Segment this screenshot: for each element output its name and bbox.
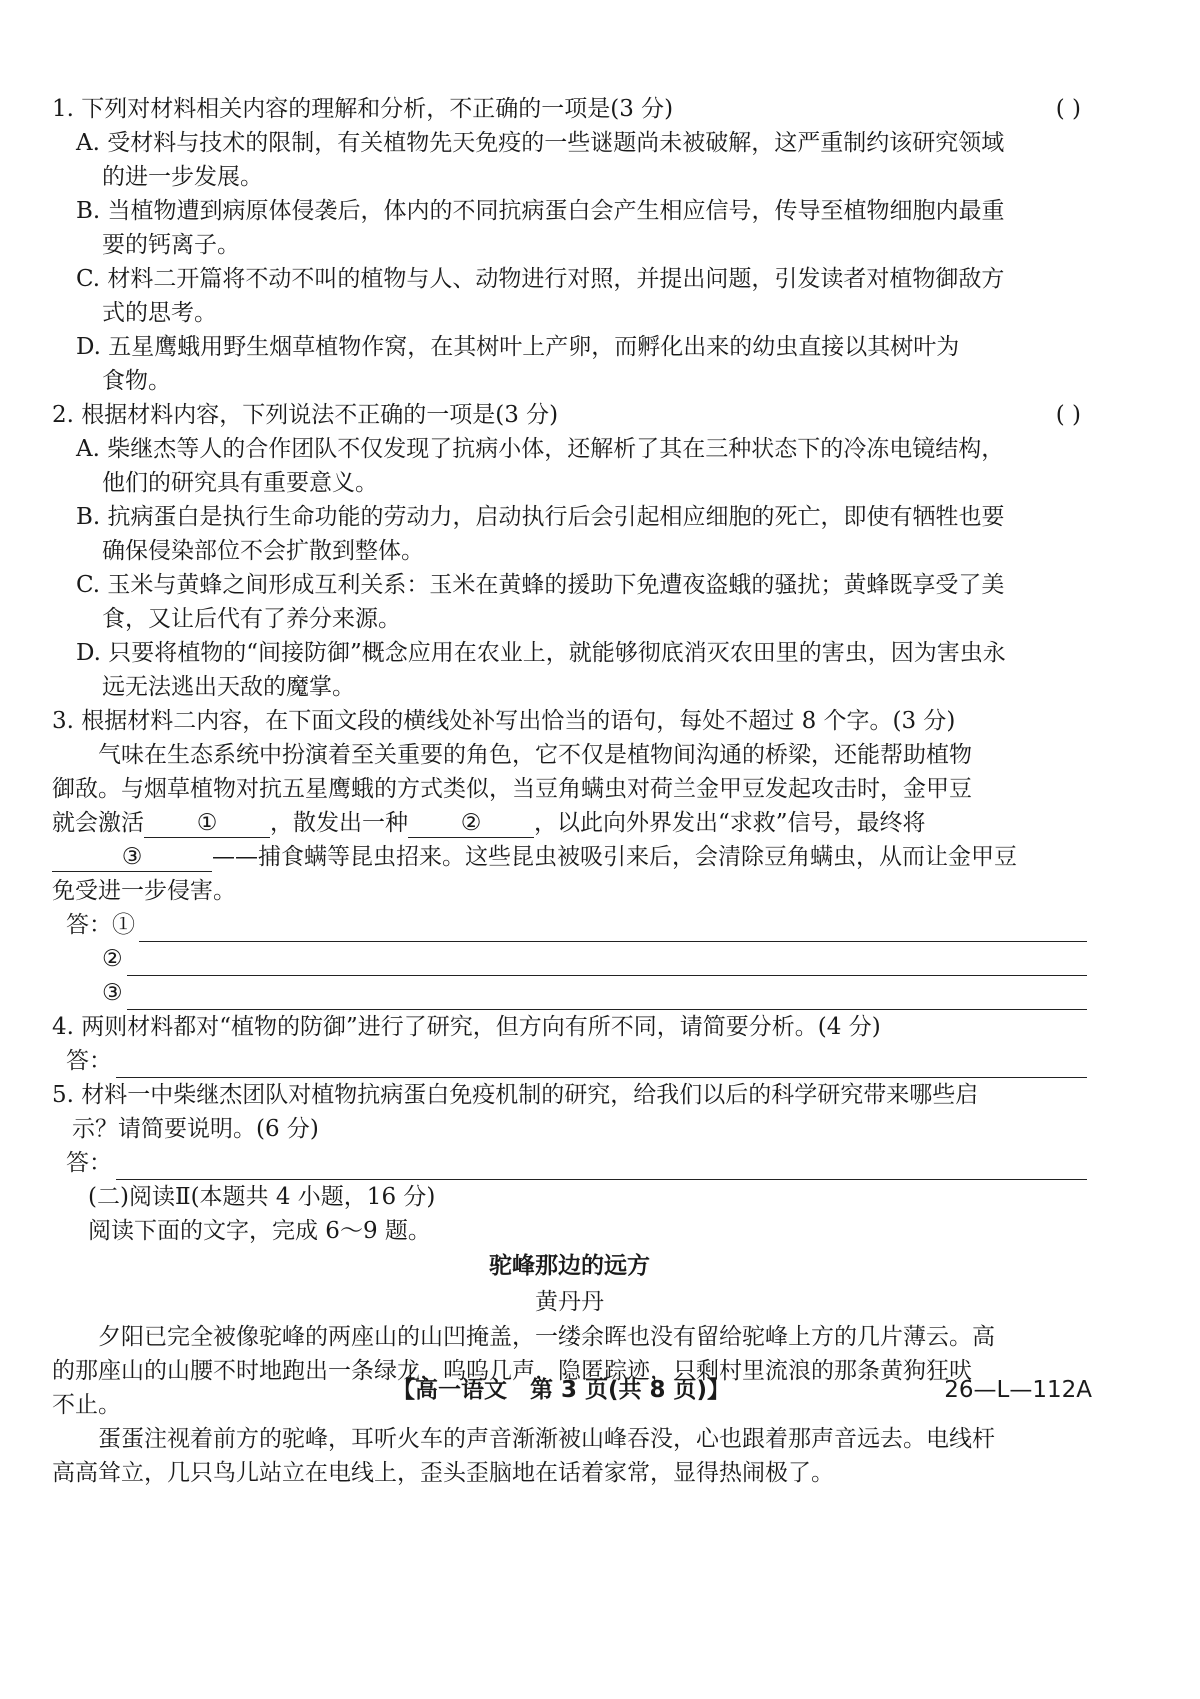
q2-stem-line bbox=[52, 398, 1087, 432]
q3-answer-row-1 bbox=[52, 908, 1087, 942]
q5-answer-label: 答： bbox=[66, 1150, 112, 1176]
q3-answer-label-2: ② bbox=[102, 946, 123, 972]
q3-passage-line-2: 御敌。与烟草植物对抗五星鹰蛾的方式类似，当豆角螨虫对荷兰金甲豆发起攻击时，金甲豆 bbox=[52, 776, 972, 802]
q4-stem: 4. 两则材料都对“植物的防御”进行了研究，但方向有所不同，请简要分析。(4 分) bbox=[52, 1014, 881, 1040]
story-title: 驼峰那边的远方 bbox=[489, 1252, 650, 1279]
story-para2-line1: 蛋蛋注视着前方的驼峰，耳听火车的声音渐渐被山峰吞没，心也跟着那声音远去。电线杆 bbox=[98, 1426, 995, 1452]
q3-answer-line-1[interactable] bbox=[139, 917, 1087, 942]
q5-stem: 5. 材料一中柴继杰团队对植物抗病蛋白免疫机制的研究，给我们以后的科学研究带来哪些启 bbox=[52, 1082, 979, 1108]
story-author: 黄丹丹 bbox=[535, 1289, 604, 1315]
q3-passage-line-1: 气味在生态系统中扮演着至关重要的角色，它不仅是植物间沟通的桥梁，还能帮助植物 bbox=[98, 742, 972, 768]
q1-option-c-cont: 式的思考。 bbox=[102, 300, 217, 326]
q4-answer-label: 答： bbox=[66, 1048, 112, 1074]
q3-passage-line-5: 免受进一步侵害。 bbox=[52, 878, 236, 904]
q5-answer-line[interactable] bbox=[116, 1155, 1087, 1180]
fill-blank-2[interactable]: ② bbox=[408, 809, 534, 838]
q1-answer-paren[interactable]: ( ) bbox=[1055, 96, 1081, 122]
q2-option-d-cont: 远无法逃出天敌的魔掌。 bbox=[102, 674, 355, 700]
q2-option-b-cont: 确保侵染部位不会扩散到整体。 bbox=[102, 538, 424, 564]
q5-answer-row bbox=[52, 1146, 1087, 1180]
q1-option-d: D. 五星鹰蛾用野生烟草植物作窝，在其树叶上产卵，而孵化出来的幼虫直接以其树叶为 bbox=[76, 334, 960, 360]
q3-answer-row-3 bbox=[52, 976, 1087, 1010]
q1-stem-line bbox=[52, 92, 1087, 126]
q1-option-a-cont: 的进一步发展。 bbox=[102, 164, 263, 190]
q1-stem: 1. 下列对材料相关内容的理解和分析，不正确的一项是(3 分) bbox=[52, 96, 674, 122]
story-para1-line2: 的那座山的山腰不时地跑出一条绿龙，呜呜几声，隐匿踪迹，只剩村里流浪的那条黄狗狂吠 bbox=[52, 1358, 972, 1384]
q3-passage-line-4 bbox=[52, 840, 1087, 874]
section2-heading: (二)阅读Ⅱ(本题共 4 小题，16 分) bbox=[88, 1184, 436, 1210]
q2-option-c: C. 玉米与黄蜂之间形成互利关系：玉米在黄蜂的援助下免遭夜盗蛾的骚扰；黄蜂既享受了美 bbox=[76, 572, 1005, 598]
footer-exam-code: 26—L—112A bbox=[944, 1377, 1092, 1403]
q2-option-a: A. 柴继杰等人的合作团队不仅发现了抗病小体，还解析了其在三种状态下的冷冻电镜结构， bbox=[76, 436, 1005, 462]
q3-answer-row-2 bbox=[52, 942, 1087, 976]
q3-passage-text-4: ——捕食螨等昆虫招来。这些昆虫被吸引来后，会清除豆角螨虫，从而让金甲豆 bbox=[212, 844, 1017, 870]
q3-answer-line-2[interactable] bbox=[127, 951, 1087, 976]
q1-option-c: C. 材料二开篇将不动不叫的植物与人、动物进行对照，并提出问题，引发读者对植物御敌方 bbox=[76, 266, 1005, 292]
q2-option-b: B. 抗病蛋白是执行生命功能的劳动力，启动执行后会引起相应细胞的死亡，即使有牺牲也要 bbox=[76, 504, 1005, 530]
exam-page bbox=[52, 92, 1087, 1490]
q2-stem: 2. 根据材料内容，下列说法不正确的一项是(3 分) bbox=[52, 402, 559, 428]
q3-passage-text-3a: 就会激活 bbox=[52, 810, 144, 836]
page-footer bbox=[52, 1373, 1092, 1407]
footer-page-info: 【高一语文 第 3 页(共 8 页)】 bbox=[392, 1377, 731, 1403]
fill-blank-3[interactable]: ③ bbox=[52, 843, 212, 872]
q2-answer-paren[interactable]: ( ) bbox=[1055, 402, 1081, 428]
q3-answer-label-3: ③ bbox=[102, 980, 123, 1006]
q3-answer-label: 答：① bbox=[66, 912, 135, 938]
q4-answer-row bbox=[52, 1044, 1087, 1078]
q3-answer-line-3[interactable] bbox=[127, 985, 1087, 1010]
story-para1-line1: 夕阳已完全被像驼峰的两座山的山凹掩盖，一缕余晖也没有留给驼峰上方的几片薄云。高 bbox=[98, 1324, 995, 1350]
q3-passage-text-3c: ，以此向外界发出“求救”信号，最终将 bbox=[534, 810, 926, 836]
story-para2-line2: 高高耸立，几只鸟儿站立在电线上，歪头歪脑地在话着家常，显得热闹极了。 bbox=[52, 1460, 834, 1486]
story-para1-line3: 不止。 bbox=[52, 1392, 121, 1418]
q2-option-a-cont: 他们的研究具有重要意义。 bbox=[102, 470, 378, 496]
q2-option-c-cont: 食，又让后代有了养分来源。 bbox=[102, 606, 401, 632]
q4-answer-line[interactable] bbox=[116, 1053, 1087, 1078]
q2-option-d: D. 只要将植物的“间接防御”概念应用在农业上，就能够彻底消灭农田里的害虫，因为害虫永 bbox=[76, 640, 1006, 666]
q3-passage-line-3 bbox=[52, 806, 1087, 840]
section2-instruction: 阅读下面的文字，完成 6～9 题。 bbox=[88, 1218, 431, 1244]
q5-stem-cont: 示？请简要说明。(6 分) bbox=[72, 1116, 319, 1142]
q1-option-b-cont: 要的钙离子。 bbox=[102, 232, 240, 258]
q1-option-d-cont: 食物。 bbox=[102, 368, 171, 394]
q1-option-a: A. 受材料与技术的限制，有关植物先天免疫的一些谜题尚未被破解，这严重制约该研究领域 bbox=[76, 130, 1005, 156]
fill-blank-1[interactable]: ① bbox=[144, 809, 270, 838]
q3-passage-text-3b: ，散发出一种 bbox=[270, 810, 408, 836]
q1-option-b: B. 当植物遭到病原体侵袭后，体内的不同抗病蛋白会产生相应信号，传导至植物细胞内最重 bbox=[76, 198, 1005, 224]
q3-stem: 3. 根据材料二内容，在下面文段的横线处补写出恰当的语句，每处不超过 8 个字。(3 分) bbox=[52, 708, 956, 734]
